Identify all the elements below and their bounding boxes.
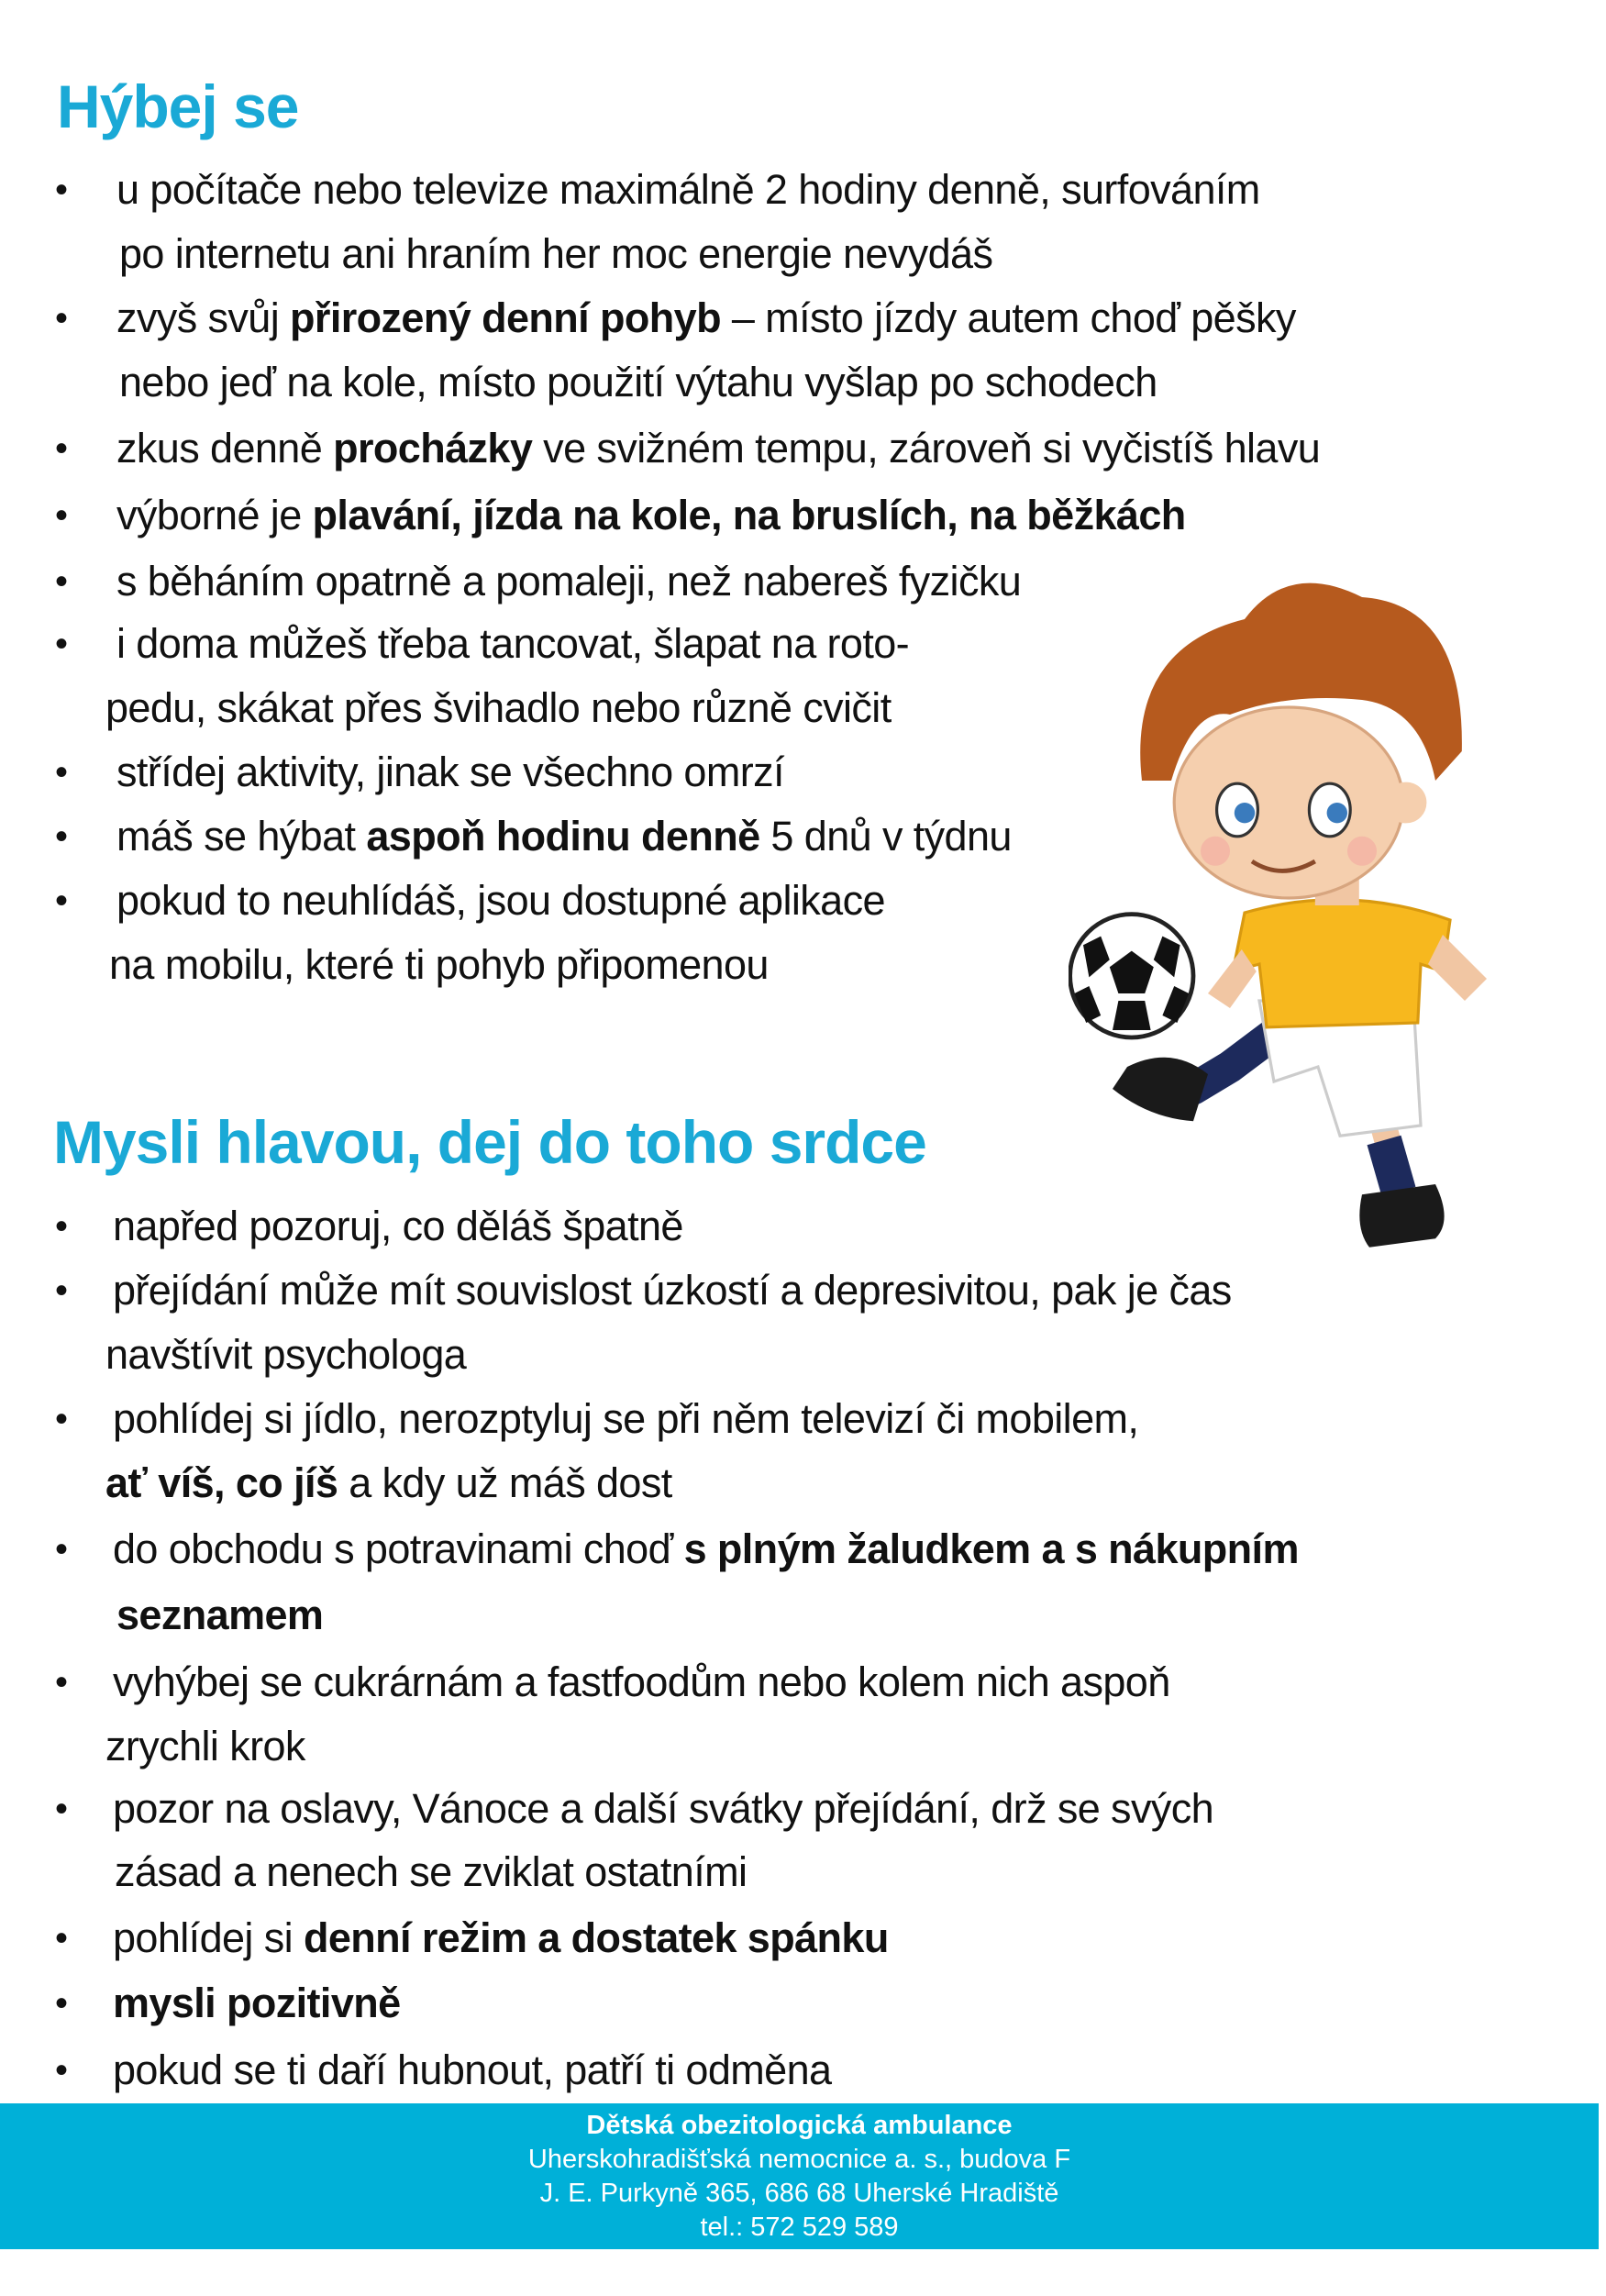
list-item-cont (119, 350, 1157, 415)
bullet-icon: • (55, 1983, 69, 2024)
list-item-cont (105, 1714, 305, 1779)
item-text: navštívit psychologa (105, 1331, 467, 1378)
item-text: ve svižném tempu, zároveň si vyčistíš hlavu (532, 425, 1321, 471)
item-text: napřed pozoruj, co děláš špatně (113, 1203, 683, 1249)
item-bold: ať víš, co jíš (105, 1459, 338, 1506)
item-text: zvyš svůj (116, 294, 291, 341)
clinic-name: Dětská obezitologická ambulance (586, 2111, 1013, 2140)
bullet-icon: • (55, 561, 69, 602)
item-text: a kdy už máš dost (338, 1459, 672, 1506)
phone: tel.: 572 529 589 (700, 2213, 899, 2242)
shirt (1233, 900, 1450, 1027)
item-bold: plavání, jízda na kole, na bruslích, na běžkách (312, 492, 1186, 538)
bullet-icon: • (55, 1529, 69, 1569)
bullet-icon: • (55, 1662, 69, 1703)
item-text: nebo jeď na kole, místo použití výtahu vyšlap po schodech (119, 359, 1157, 405)
item-text: výborné je (116, 492, 313, 538)
list-item-cont (116, 1583, 323, 1647)
item-bold: denní režim a dostatek spánku (303, 1914, 889, 1961)
bullet-icon: • (55, 1206, 69, 1247)
item-bold: procházky (333, 425, 533, 471)
bullet-icon: • (55, 428, 69, 469)
bullet-icon: • (55, 1270, 69, 1311)
list-item-cont (105, 676, 892, 740)
item-text: pohlídej si jídlo, nerozptyluj se při něm televizí či mobilem, (113, 1395, 1139, 1442)
item-text: přejídání může mít souvislost úzkostí a depresivitou, pak je čas (113, 1267, 1232, 1314)
item-bold: mysli pozitivně (113, 1980, 401, 2026)
list-item (113, 1971, 401, 2035)
bullet-icon: • (55, 1789, 69, 1829)
footer-contact (0, 2103, 1599, 2249)
list-item (116, 416, 1320, 481)
item-text: po internetu ani hraním her moc energie nevydáš (119, 230, 993, 277)
bullet-icon: • (55, 881, 69, 921)
item-bold: seznamem (116, 1592, 324, 1638)
item-bold: s plným žaludkem a s nákupním (683, 1525, 1299, 1572)
item-bold: přirozený denní pohyb (290, 294, 721, 341)
shoe-icon (1359, 1184, 1444, 1248)
item-text: i doma můžeš třeba tancovat, šlapat na roto- (116, 620, 910, 667)
item-text: 5 dnů v týdnu (759, 813, 1012, 860)
item-text: – místo jízdy autem choď pěšky (720, 294, 1296, 341)
shoe-icon (1113, 1058, 1208, 1121)
bullet-icon: • (55, 1399, 69, 1439)
item-text: na mobilu, které ti pohyb připomenou (109, 941, 769, 988)
list-item (113, 1650, 1170, 1714)
item-text: vyhýbej se cukrárnám a fastfoodům nebo kolem nich aspoň (113, 1658, 1170, 1705)
item-text: pozor na oslavy, Vánoce a další svátky přejídání, drž se svých (113, 1785, 1214, 1832)
item-text: pokud to neuhlídáš, jsou dostupné aplikace (116, 877, 885, 924)
item-text: máš se hýbat (116, 813, 367, 860)
heading-mind: Mysli hlavou, dej do toho srdce (53, 1108, 926, 1176)
item-text: střídej aktivity, jinak se všechno omrzí (116, 749, 784, 795)
heading-move: Hýbej se (57, 72, 299, 140)
address: J. E. Purkyně 365, 686 68 Uherské Hradiště (539, 2179, 1059, 2208)
list-item (116, 549, 1021, 614)
item-text: u počítače nebo televize maximálně 2 hodiny denně, surfováním (116, 166, 1260, 213)
bullet-icon: • (55, 624, 69, 664)
item-bold: aspoň hodinu denně (366, 813, 760, 860)
item-text: pokud se ti daří hubnout, patří ti odměna (113, 2046, 832, 2093)
list-item (113, 1387, 1138, 1451)
list-item (116, 804, 1012, 869)
list-item-cont (119, 222, 992, 286)
list-item (113, 1259, 1232, 1323)
item-text: s běháním opatrně a pomaleji, než nabereš fyzičku (116, 558, 1022, 605)
list-item (113, 1906, 889, 1970)
ball-icon (1070, 915, 1193, 1037)
item-text: zrychli krok (105, 1723, 305, 1769)
list-item (113, 1194, 683, 1259)
list-item (113, 1517, 1299, 1581)
item-text: zkus denně (116, 425, 334, 471)
list-item (113, 2038, 831, 2102)
list-item (116, 612, 909, 676)
hospital-name: Uherskohradišťská nemocnice a. s., budova F (527, 2145, 1071, 2174)
list-item (116, 483, 1186, 548)
list-item (116, 869, 885, 933)
bullet-icon: • (55, 816, 69, 857)
list-item-cont (105, 1451, 672, 1515)
list-item-cont (109, 933, 769, 997)
item-text: pohlídej si (113, 1914, 304, 1961)
list-item-cont (105, 1323, 466, 1387)
item-text: pedu, skákat přes švihadlo nebo různě cvičit (105, 684, 892, 731)
list-item (116, 158, 1260, 222)
bullet-icon: • (55, 170, 69, 210)
boy-football-illustration (1069, 560, 1509, 1266)
list-item (116, 286, 1296, 350)
item-text: do obchodu s potravinami choď (113, 1525, 684, 1572)
bullet-icon: • (55, 298, 69, 338)
list-item-cont (115, 1840, 747, 1904)
list-item (113, 1777, 1213, 1841)
list-item (116, 740, 784, 804)
bullet-icon: • (55, 2050, 69, 2091)
bullet-icon: • (55, 495, 69, 536)
bullet-icon: • (55, 1918, 69, 1958)
bullet-icon: • (55, 752, 69, 793)
item-text: zásad a nenech se zviklat ostatními (115, 1848, 748, 1895)
